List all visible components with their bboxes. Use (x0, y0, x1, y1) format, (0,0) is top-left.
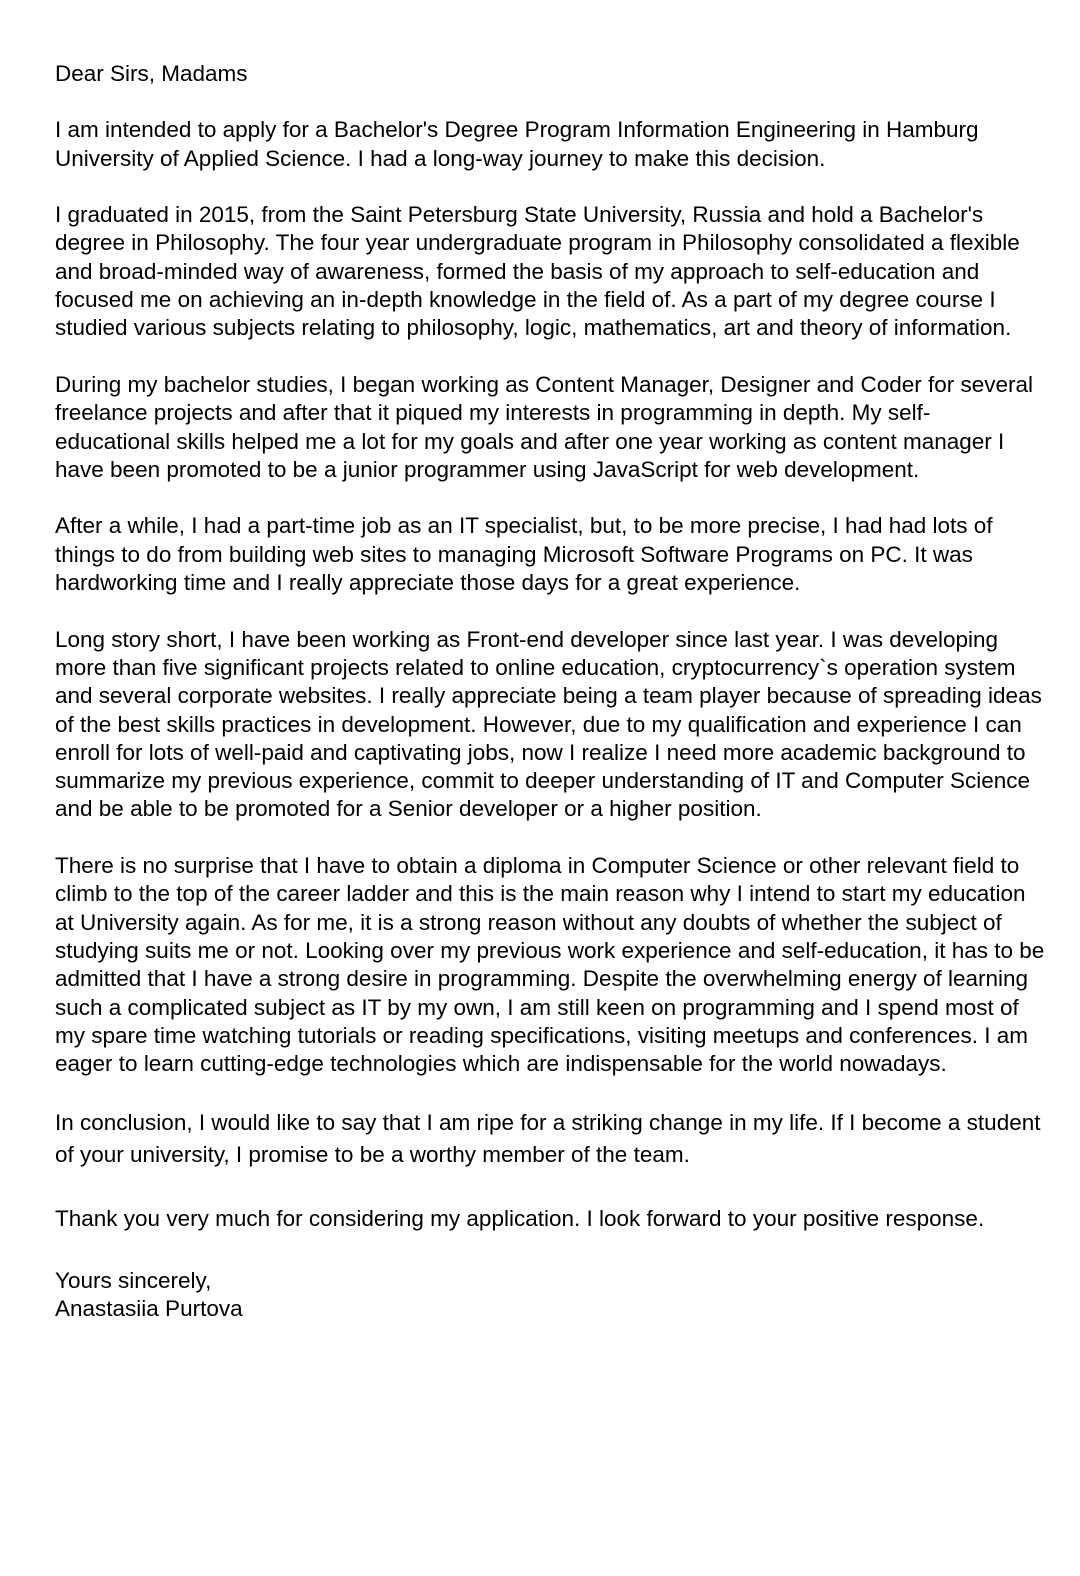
letter-body (55, 60, 1045, 1352)
paragraph-early-work: During my bachelor studies, I began working as Content Manager, Designer and Coder for several freelance projects and after that it piqued my interests in programming in depth. My self-educational skills helped me a lot for my goals and after one year working as content manager I have been promoted to be a junior programmer using JavaScript for web development. (55, 371, 1034, 482)
paragraph-education: I graduated in 2015, from the Saint Petersburg State University, Russia and hold a Bachelor's degree in Philosophy. The four year undergraduate program in Philosophy consolidated a flexible and broad-minded way of awareness, formed the basis of my approach to self-education and focused me on achieving an in-depth knowledge in the field of. As a part of my degree course I studied various subjects relating to philosophy, logic, mathematics, art and theory of information. (55, 202, 1020, 341)
signature-name: Anastasiia Purtova (55, 1295, 243, 1321)
paragraph-thanks: Thank you very much for considering my application. I look forward to your positive response. (55, 1205, 985, 1231)
salutation: Dear Sirs, Madams (55, 61, 248, 86)
paragraph-motivation: There is no surprise that I have to obtain a diploma in Computer Science or other relevant field to climb to the top of the career ladder and this is the main reason why I intend to start my education at University again. As for me, it is a strong reason without any doubts of whether the subject of studying suits me or not. Looking over my previous work experience and self-education, it has to be admitted that I have a strong desire in programming. Despite the overwhelming energy of learning such a complicated subject as IT by my own, I am still keen on programming and I spend most of my spare time watching tutorials or reading specifications, visiting meetups and conferences. I am eager to learn cutting-edge technologies which are indispensable for the world nowadays. (55, 853, 1045, 1077)
paragraph-it-specialist: After a while, I had a part-time job as an IT specialist, but, to be more precise, I had had lots of things to do from building web sites to managing Microsoft Software Programs on PC. It was hardworking time and I really appreciate those days for a great experience. (55, 513, 993, 596)
paragraph-frontend: Long story short, I have been working as Front-end developer since last year. I was developing more than five significant projects related to online education, cryptocurrency`s operation system and several corporate websites. I really appreciate being a team player because of spreading ideas of the best skills practices in development. However, due to my qualification and experience I can enroll for lots of well-paid and captivating jobs, now I realize I need more academic background to summarize my previous experience, commit to deeper understanding of IT and Computer Science and be able to be promoted for a Senior developer or a higher position. (55, 626, 1042, 822)
paragraph-intent: I am intended to apply for a Bachelor's Degree Program Information Engineering in Hamburg University of Applied Science. I had a long-way journey to make this decision. (55, 117, 979, 171)
closing: Yours sincerely, (55, 1267, 212, 1293)
closing-block (55, 1267, 1045, 1324)
paragraph-conclusion: In conclusion, I would like to say that I am ripe for a striking change in my life. If I become a student of your university, I promise to be a worthy member of the team. (55, 1109, 1041, 1167)
